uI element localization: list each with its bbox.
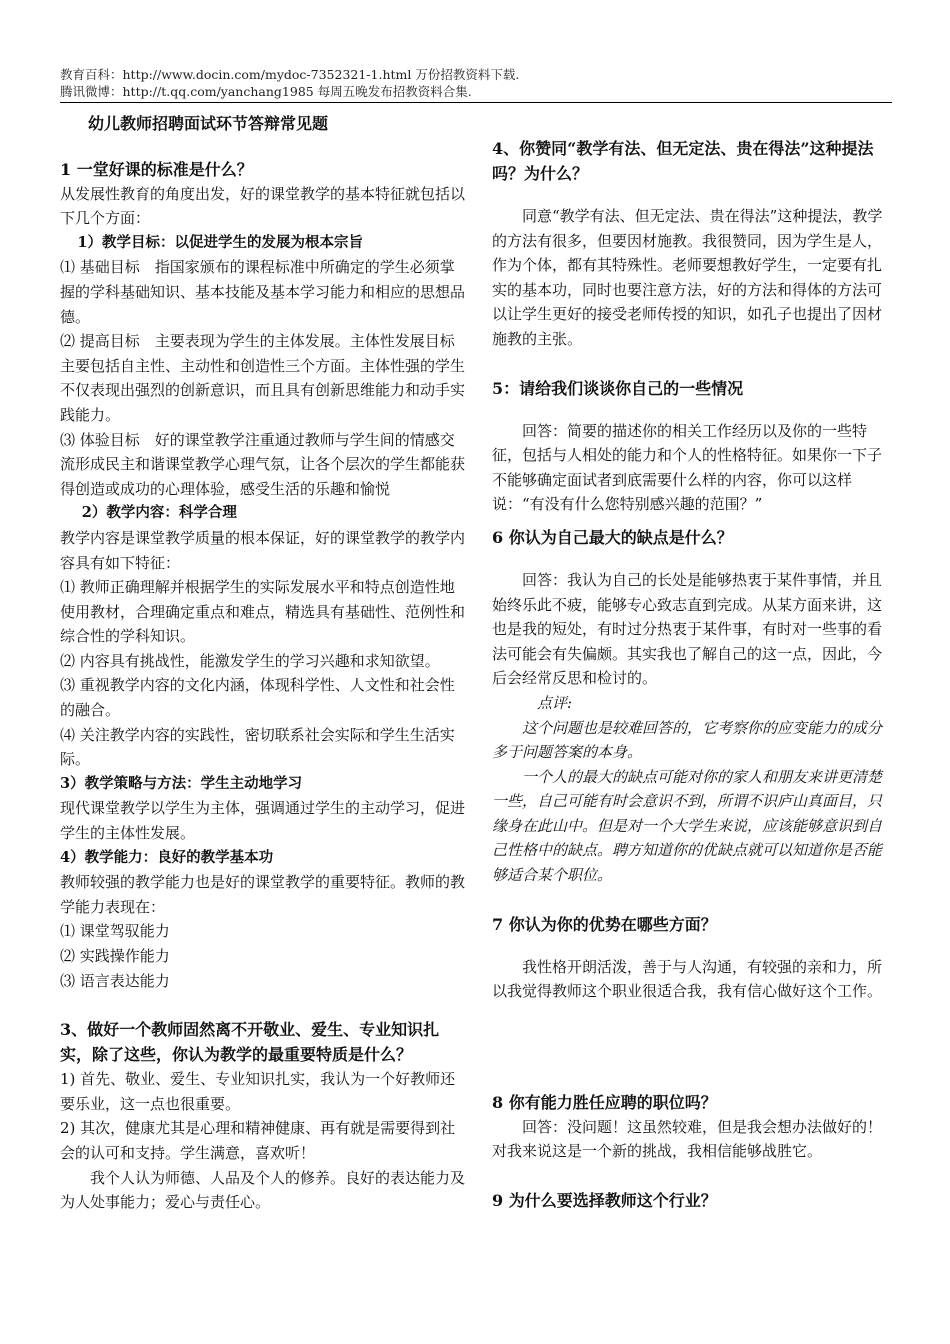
question-1-intro: 从发展性教育的角度出发，好的课堂教学的基本特征就包括以下几个方面：	[60, 184, 466, 228]
spacer	[492, 1004, 896, 1090]
question-6-note-label: 点评:	[537, 693, 573, 712]
question-8-answer: 回答：没问题！这虽然较难，但是我会想办法做好的！对我来说这是一个新的挑战，我相信能够战胜它。	[492, 1117, 883, 1161]
header-divider	[60, 102, 892, 103]
spacer	[492, 186, 896, 204]
question-5-answer: 回答：简要的描述你的相关工作经历以及你的一些特征，包括与人相处的能力和个人的性格特征。如果你一下子不能够确定面试者到底需要什么样的内容，你可以这样说：“有没有什么您特别感兴趣的范围？”	[492, 421, 883, 514]
question-3-heading: 3、做好一个教师固然离不开敬业、爱生、专业知识扎实，除了这些，你认为教学的最重要特质是什么？	[60, 1020, 440, 1065]
spacer	[492, 401, 896, 419]
subheading-teaching-content: 2）教学内容：科学合理	[81, 504, 237, 522]
document-title: 幼儿教师招聘面试环节答辩常见题	[88, 114, 329, 133]
spacer	[492, 888, 896, 912]
spacer	[492, 1164, 896, 1188]
subheading-teaching-ability: 4）教学能力：良好的教学基本功	[60, 848, 274, 866]
paragraph-content-intro: 教学内容是课堂教学质量的根本保证，好的课堂教学的教学内容具有如下特征：	[60, 528, 466, 572]
question-6-answer: 回答：我认为自己的长处是能够热衷于某件事情，并且始终乐此不疲，能够专心致志直到完成。从某方面来讲，这也是我的短处，有时过分热衷于某件事，有时对一些事的看法可能会有失偏颇。其实我也了解自己的这一点，因此，今后会经常反思和检讨的。	[492, 570, 883, 688]
paragraph-advanced-goal: ⑵ 提高目标 主要表现为学生的主体发展。主体性发展目标主要包括自主性、主动性和创造性三个方面。主体性强的学生不仅表现出强烈的创新意识，而且具有创新思维能力和动手实践能力。	[60, 332, 466, 424]
header-line-docin: 教育百科：http://www.docin.com/mydoc-7352321-1.html 万份招教资料下载.	[60, 67, 520, 82]
question-8-heading: 8 你有能力胜任应聘的职位吗？	[492, 1092, 717, 1112]
spacer	[60, 993, 468, 1017]
page-header	[60, 66, 890, 100]
question-7-heading: 7 你认为你的优势在哪些方面？	[492, 914, 717, 934]
list-item-ability-3: ⑶ 语言表达能力	[60, 971, 170, 990]
question-6-note-1: 这个问题也是较难回答的，它考察你的应变能力的成分多于问题答案的本身。	[492, 718, 883, 762]
spacer	[492, 517, 896, 525]
question-4-answer: 同意“教学有法、但无定法、贵在得法”这种提法，教学的方法有很多，但要因材施教。我很赞同，因为学生是人，作为个体，都有其特殊性。老师要想教好学生，一定要有扎实的基本功，同时也要注意方法，好的方法和得体的方法可以让学生更好的接受老师传授的知识，如孔子也提出了因材施教的主张。	[492, 207, 883, 348]
left-column	[60, 112, 468, 1215]
question-6-heading: 6 你认为自己最大的缺点是什么？	[492, 527, 733, 547]
subheading-teaching-strategy: 3）教学策略与方法：学生主动地学习	[60, 774, 303, 792]
paragraph-content-3: ⑶ 重视教学内容的文化内涵，体现科学性、人文性和社会性的融合。	[60, 676, 455, 720]
question-9-heading: 9 为什么要选择教师这个行业？	[492, 1191, 717, 1211]
spacer	[492, 550, 896, 568]
right-column	[492, 136, 896, 1213]
question-3-answer-1: 1) 首先、敬业、爱生、专业知识扎实，我认为一个好教师还要乐业，这一点也很重要。	[60, 1070, 456, 1113]
question-3-answer-2: 2) 其次，健康尤其是心理和精神健康、再有就是需要得到社会的认可和支持。学生满意，喜欢听！	[60, 1119, 456, 1162]
question-1-heading: 1 一堂好课的标准是什么？	[60, 159, 253, 179]
question-5-heading: 5：请给我们谈谈你自己的一些情况	[492, 378, 744, 398]
paragraph-strategy: 现代课堂教学以学生为主体，强调通过学生的主动学习，促进学生的主体性发展。	[60, 799, 466, 843]
paragraph-content-1: ⑴ 教师正确理解并根据学生的实际发展水平和特点创造性地使用教材，合理确定重点和难点，精选具有基础性、范例性和综合性的学科知识。	[60, 578, 466, 646]
header-line-weibo: 腾讯微博：http://t.qq.com/yanchang1985 每周五晚发布招教资料合集.	[60, 84, 472, 99]
paragraph-experience-goal: ⑶ 体验目标 好的课堂教学注重通过教师与学生间的情感交流形成民主和谐课堂教学心理气氛，让各个层次的学生都能获得创造或成功的心理体验，感受生活的乐趣和愉悦	[60, 430, 466, 498]
list-item-ability-2: ⑵ 实践操作能力	[60, 947, 170, 965]
question-7-answer: 我性格开朗活泼，善于与人沟通，有较强的亲和力，所以我觉得教师这个职业很适合我，我有信心做好这个工作。	[492, 957, 883, 1001]
spacer	[492, 352, 896, 376]
question-4-heading: 4、你赞同“教学有法、但无定法、贵在得法”这种提法吗？为什么？	[492, 139, 874, 183]
paragraph-basic-goal: ⑴ 基础目标 指国家颁布的课程标准中所确定的学生必须掌握的学科基础知识、基本技能及基本学习能力和相应的思想品德。	[60, 258, 466, 326]
question-6-note-2: 一个人的最大的缺点可能对你的家人和朋友来讲更清楚一些，自己可能有时会意识不到，所谓不识庐山真面目，只缘身在此山中。但是对一个大学生来说，应该能够意识到自己性格中的缺点。聘方知道你的优缺点就可以知道你是否能够适合某个职位。	[492, 767, 883, 885]
spacer	[492, 937, 896, 955]
paragraph-ability: 教师较强的教学能力也是好的课堂教学的重要特征。教师的教学能力表现在：	[60, 873, 466, 916]
subheading-teaching-goals: 1）教学目标：以促进学生的发展为根本宗旨	[77, 233, 363, 251]
paragraph-content-4: ⑷ 关注教学内容的实践性，密切联系社会实际和学生生活实际。	[60, 725, 455, 769]
paragraph-content-2: ⑵ 内容具有挑战性，能激发学生的学习兴趣和求知欲望。	[60, 651, 440, 670]
list-item-ability-1: ⑴ 课堂驾驭能力	[60, 922, 170, 941]
question-3-answer-3: 我个人认为师德、人品及个人的修养。良好的表达能力及为人处事能力；爱心与责任心。	[60, 1168, 466, 1212]
